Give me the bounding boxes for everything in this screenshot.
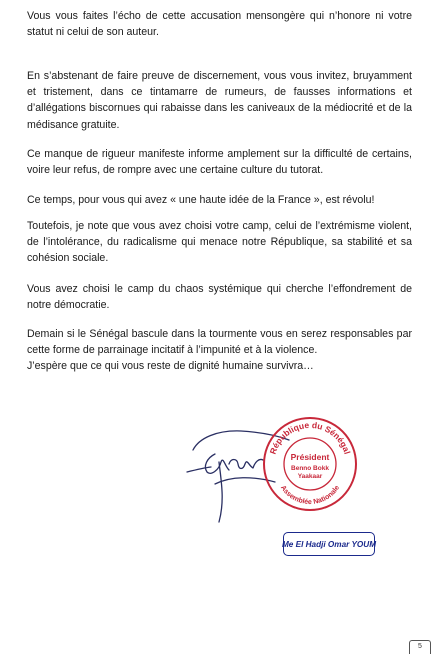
paragraph-6: Vous avez choisi le camp du chaos systémique qui cherche l’effondrement de notre démocratie. xyxy=(27,283,412,312)
paragraph-8: J’espère que ce qui vous reste de dignité humaine survivra… xyxy=(27,360,314,372)
page-number: 5 xyxy=(409,640,431,654)
paragraph-2: En s’abstenant de faire preuve de discernement, vous vous invitez, bruyamment et tristement, dans ce tintamarre de rumeurs, de fausses informations et d’allégations biscornues qui rabaisse dans les caniveaux de la médiocrité et de la médisance gratuite. xyxy=(27,70,412,131)
stamp-line-3: Yaakaar xyxy=(297,473,323,480)
stamp-title: Président xyxy=(290,452,330,462)
paragraph-1: Vous vous faites l’écho de cette accusation mensongère qui n’honore ni votre statut ni celui de son auteur. xyxy=(27,10,412,39)
stamp-bottom-text: Assemblée Nationale xyxy=(278,484,342,506)
paragraph-5: Toutefois, je note que vous avez choisi votre camp, celui de l’extrémisme violent, de l’intolérance, du radicalisme qui menace notre République, sa stabilité et sa cohésion sociale. xyxy=(27,220,412,265)
stamp-top-text: République du Sénégal xyxy=(267,419,353,456)
paragraph-7: Demain si le Sénégal bascule dans la tourmente vous en serez responsables par cette forme de parrainage incitatif à l’impunité et à la violence. xyxy=(27,328,412,357)
paragraph-4: Ce temps, pour vous qui avez « une haute idée de la France », est révolu! xyxy=(27,194,375,206)
paragraph-3: Ce manque de rigueur manifeste informe amplement sur la difficulté de certains, voire leur refus, de rompre avec une certaine culture du tutorat. xyxy=(27,148,412,177)
name-stamp: Me El Hadji Omar YOUM xyxy=(283,532,375,556)
stamp-line-2: Benno Bokk xyxy=(291,465,329,472)
official-stamp xyxy=(262,412,358,516)
